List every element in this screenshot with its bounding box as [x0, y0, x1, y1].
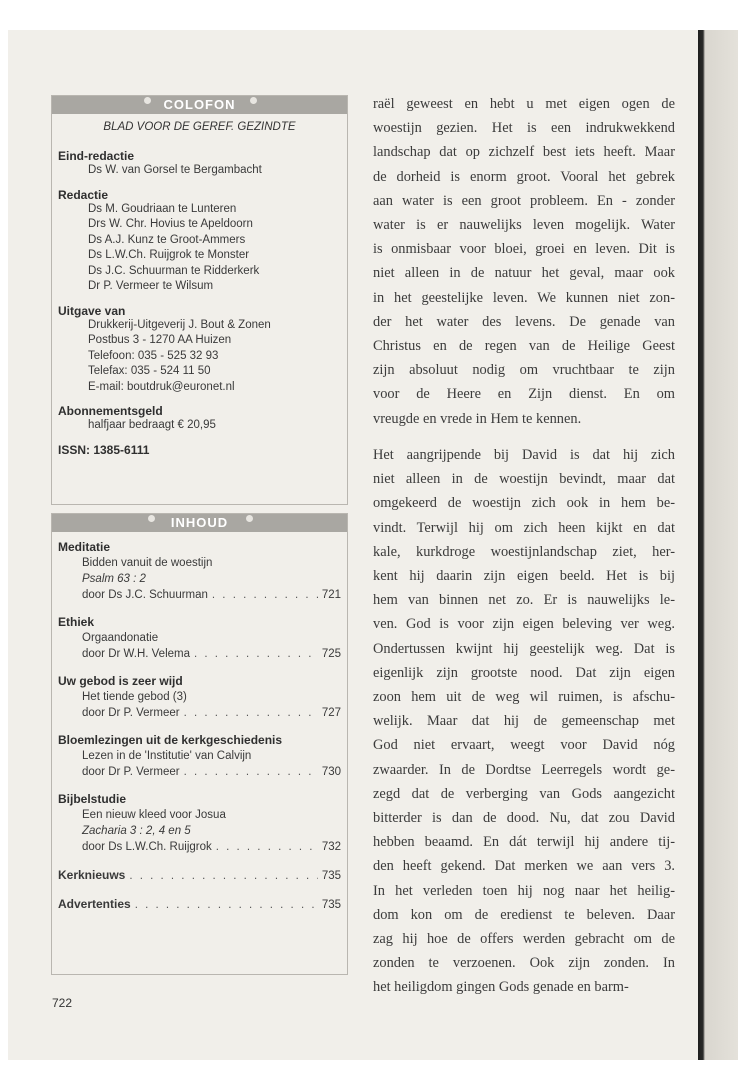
toc-page: 721: [321, 589, 341, 601]
article-line: eigenlijk zijn grootste nood. Dat zijn eigen: [373, 664, 675, 681]
toc-entry-line: [58, 896, 341, 913]
colofon-line: Drs W. Chr. Hovius te Apeldoorn: [88, 218, 253, 230]
toc-section: [58, 733, 341, 780]
toc-heading: Bijbelstudie: [58, 792, 127, 806]
header-dot-right: [250, 97, 257, 104]
toc-author-line: [82, 764, 341, 780]
article-paragraph-2: [373, 443, 675, 1000]
article-line: kent hij daarin zijn eigen beeld. Het is bij: [373, 568, 675, 585]
article-line: dom kon om de eredienst te beleven. Daar: [373, 906, 675, 923]
colofon-group-lines: [88, 318, 347, 396]
toc-title: Lezen in de 'Institutie' van Calvijn: [82, 750, 252, 762]
toc-leader-dots: [216, 839, 318, 855]
colofon-line: Dr P. Vermeer te Wilsum: [88, 280, 214, 292]
colofon-group: [52, 188, 347, 295]
colofon-line: Ds M. Goudriaan te Lunteren: [88, 202, 237, 215]
article-line: In het verleden toen hij nog naar het heilig-: [373, 882, 675, 899]
colofon-line: Ds A.J. Kunz te Groot-Ammers: [88, 233, 246, 246]
toc-leader-dots: [184, 764, 318, 780]
article-line: der het water des levens. De genade van: [373, 313, 675, 330]
article-line: zag hij hoe de offers werden gebracht om de: [373, 931, 675, 948]
article-line: aan water is een groot probleem. En - zonder: [373, 192, 675, 209]
toc-heading: Meditatie: [58, 540, 111, 554]
colofon-group-label: Uitgave van: [58, 303, 126, 318]
article-line: de dorheid is enorm groot. Vooral het gebrek: [373, 168, 675, 185]
article-line: omgekeerd de woestijn zich ook in hem be-: [373, 495, 675, 512]
article-line: niet alleen in de natuur het geval, maar ook: [373, 265, 675, 282]
toc-reference: Zacharia 3 : 2, 4 en 5: [82, 825, 191, 837]
toc-sections: [52, 540, 347, 855]
toc-page: 735: [321, 899, 341, 911]
toc-heading: Uw gebod is zeer wijd: [58, 674, 183, 688]
colofon-group: [52, 304, 347, 396]
toc-title: Orgaandonatie: [82, 632, 159, 644]
toc-author-line: [82, 646, 341, 662]
toc-author: door Dr W.H. Velema: [82, 648, 191, 660]
article-line: vindt. Terwijl hij om zich heen kijkt en dat: [373, 519, 675, 536]
colofon-line: Ds L.W.Ch. Ruijgrok te Monster: [88, 249, 250, 261]
colofon-line: E-mail: boutdruk@euronet.nl: [88, 380, 235, 393]
toc-author-line: [82, 705, 341, 721]
inhoud-title: INHOUD: [170, 515, 229, 530]
article-line: zwaarder. In de Dordtse Leerregels wordt ge-: [373, 761, 675, 778]
article-line: welijk. Maar dat hij de gemeenschap met: [373, 713, 675, 730]
article-line: hebben beaamd. En dát terwijl hij andere tij-: [373, 834, 675, 851]
page-number: 722: [52, 996, 73, 1010]
article-line: zonden te verzoenen. Ook zijn zonden. In: [373, 955, 675, 972]
toc-reference: Psalm 63 : 2: [82, 573, 146, 585]
toc-title: Een nieuw kleed voor Josua: [82, 809, 226, 821]
article-paragraph-1: [373, 92, 675, 431]
toc-page: 727: [321, 707, 341, 719]
article-line: het heiligdom gingen Gods genade en barm-: [373, 979, 629, 996]
article-line: zegd dat de verberging van Gods aangezicht: [373, 785, 675, 802]
toc-entry: [58, 896, 341, 913]
toc-author: door Dr P. Vermeer: [82, 766, 180, 778]
article-line: Het aangrijpende bij David is dat hij zich: [373, 447, 675, 463]
colofon-box: [51, 95, 348, 505]
colofon-group-label: Redactie: [58, 187, 109, 202]
colofon-group-lines: [88, 202, 347, 295]
article-line: voor de Heere en Zijn dienst. En om: [373, 386, 675, 403]
toc-heading: Bloemlezingen uit de kerkgeschiedenis: [58, 733, 283, 747]
article-line: landschap dat op zichzelf best iets heeft. Maar: [373, 144, 675, 161]
article-line: Ondertussen kwijnt hij geestelijk weg. Dat is: [373, 640, 675, 657]
colofon-group: [52, 404, 347, 434]
colofon-group-lines: [88, 163, 347, 179]
toc-page: 725: [321, 648, 341, 660]
article-line: zoon hem uit de weg wil ruimen, is afschu-: [373, 689, 675, 706]
colofon-header: [52, 96, 347, 114]
article-line: zijn absoluut nodig om vruchtbaar te zijn: [373, 362, 675, 379]
article-line: niet alleen in de woestijn bevindt, maar dat: [373, 471, 675, 488]
toc-author: door Ds L.W.Ch. Ruijgrok: [82, 841, 212, 853]
colofon-line: halfjaar bedraagt € 20,95: [88, 419, 216, 431]
colofon-groups: [52, 149, 347, 434]
toc-section: [58, 615, 341, 662]
issn: ISSN: 1385-6111: [58, 442, 150, 457]
article-line: God niet ervaart, weegt voor David nóg: [373, 737, 675, 754]
toc-entry-label: Advertenties: [58, 897, 131, 911]
header-dot-right: [246, 515, 253, 522]
colofon-line: Drukkerij-Uitgeverij J. Bout & Zonen: [88, 318, 271, 331]
article-line: den heeft gekend. Dat merken we aan vers 3.: [373, 858, 675, 875]
colofon-title: COLOFON: [163, 97, 236, 112]
toc-leader-dots: [129, 868, 317, 884]
toc-author: door Dr P. Vermeer: [82, 707, 180, 719]
toc-leader-dots: [212, 587, 318, 603]
article-line: kale, kurkdroge woestijnlandschap ziet, her-: [373, 543, 675, 560]
toc-entry-line: [58, 867, 341, 884]
toc-entry: [58, 867, 341, 884]
page-binding-edge: [698, 30, 738, 1060]
colofon-line: Telefoon: 035 - 525 32 93: [88, 349, 219, 362]
colofon-line: Ds W. van Gorsel te Bergambacht: [88, 164, 262, 176]
article-line: in het geestelijke leven. We kunnen niet zon-: [373, 289, 675, 306]
toc-entries: [52, 867, 347, 913]
colofon-group-label: Eind-redactie: [58, 149, 135, 163]
article-line: bitterder is dan de dood. Nu, dat zou David: [373, 810, 675, 827]
header-dot-left: [148, 515, 155, 522]
inhoud-header: [52, 514, 347, 532]
toc-page: 735: [321, 870, 341, 882]
header-dot-left: [144, 97, 151, 104]
toc-author-line: [82, 839, 341, 855]
toc-leader-dots: [184, 705, 318, 721]
colofon-line: Postbus 3 - 1270 AA Huizen: [88, 334, 232, 346]
toc-author-line: [82, 587, 341, 603]
toc-author: door Ds J.C. Schuurman: [82, 589, 208, 601]
toc-title: Het tiende gebod (3): [82, 691, 187, 703]
colofon-line: Telefax: 035 - 524 11 50: [88, 365, 211, 377]
toc-leader-dots: [135, 897, 318, 913]
inhoud-box: [51, 513, 348, 975]
toc-section: [58, 792, 341, 855]
toc-leader-dots: [194, 646, 318, 662]
colofon-line: Ds J.C. Schuurman te Ridderkerk: [88, 264, 260, 277]
article-line: woestijn gezien. Het is een indrukwekkend: [373, 120, 675, 137]
colofon-subtitle: BLAD VOOR DE GEREF. GEZINDTE: [103, 121, 296, 133]
article-line: ven. God is voor zijn eigen beleving ver weg.: [373, 616, 675, 633]
article-line: water is er nauwelijks leven mogelijk. Water: [373, 217, 675, 234]
colofon-group-label: Abonnementsgeld: [58, 404, 163, 418]
toc-title: Bidden vanuit de woestijn: [82, 557, 213, 569]
toc-section: [58, 674, 341, 721]
article-line: raël geweest en hebt u met eigen ogen de: [373, 96, 675, 112]
colofon-group: [52, 149, 347, 179]
colofon-group-lines: [88, 418, 347, 434]
article-line: hem van binnen net zo. Er is nauwelijks le-: [373, 592, 675, 609]
toc-entry-label: Kerknieuws: [58, 868, 126, 882]
article-line: is onmisbaar voor bloei, groei en leven. Dit is: [373, 241, 675, 258]
toc-heading: Ethiek: [58, 615, 95, 629]
toc-page: 730: [321, 766, 341, 778]
toc-section: [58, 540, 341, 603]
toc-page: 732: [321, 841, 341, 853]
article-line: Christus en de regen van de Heilige Geest: [373, 338, 675, 355]
article-line: vreugde en vrede in Hem te kennen.: [373, 410, 582, 427]
